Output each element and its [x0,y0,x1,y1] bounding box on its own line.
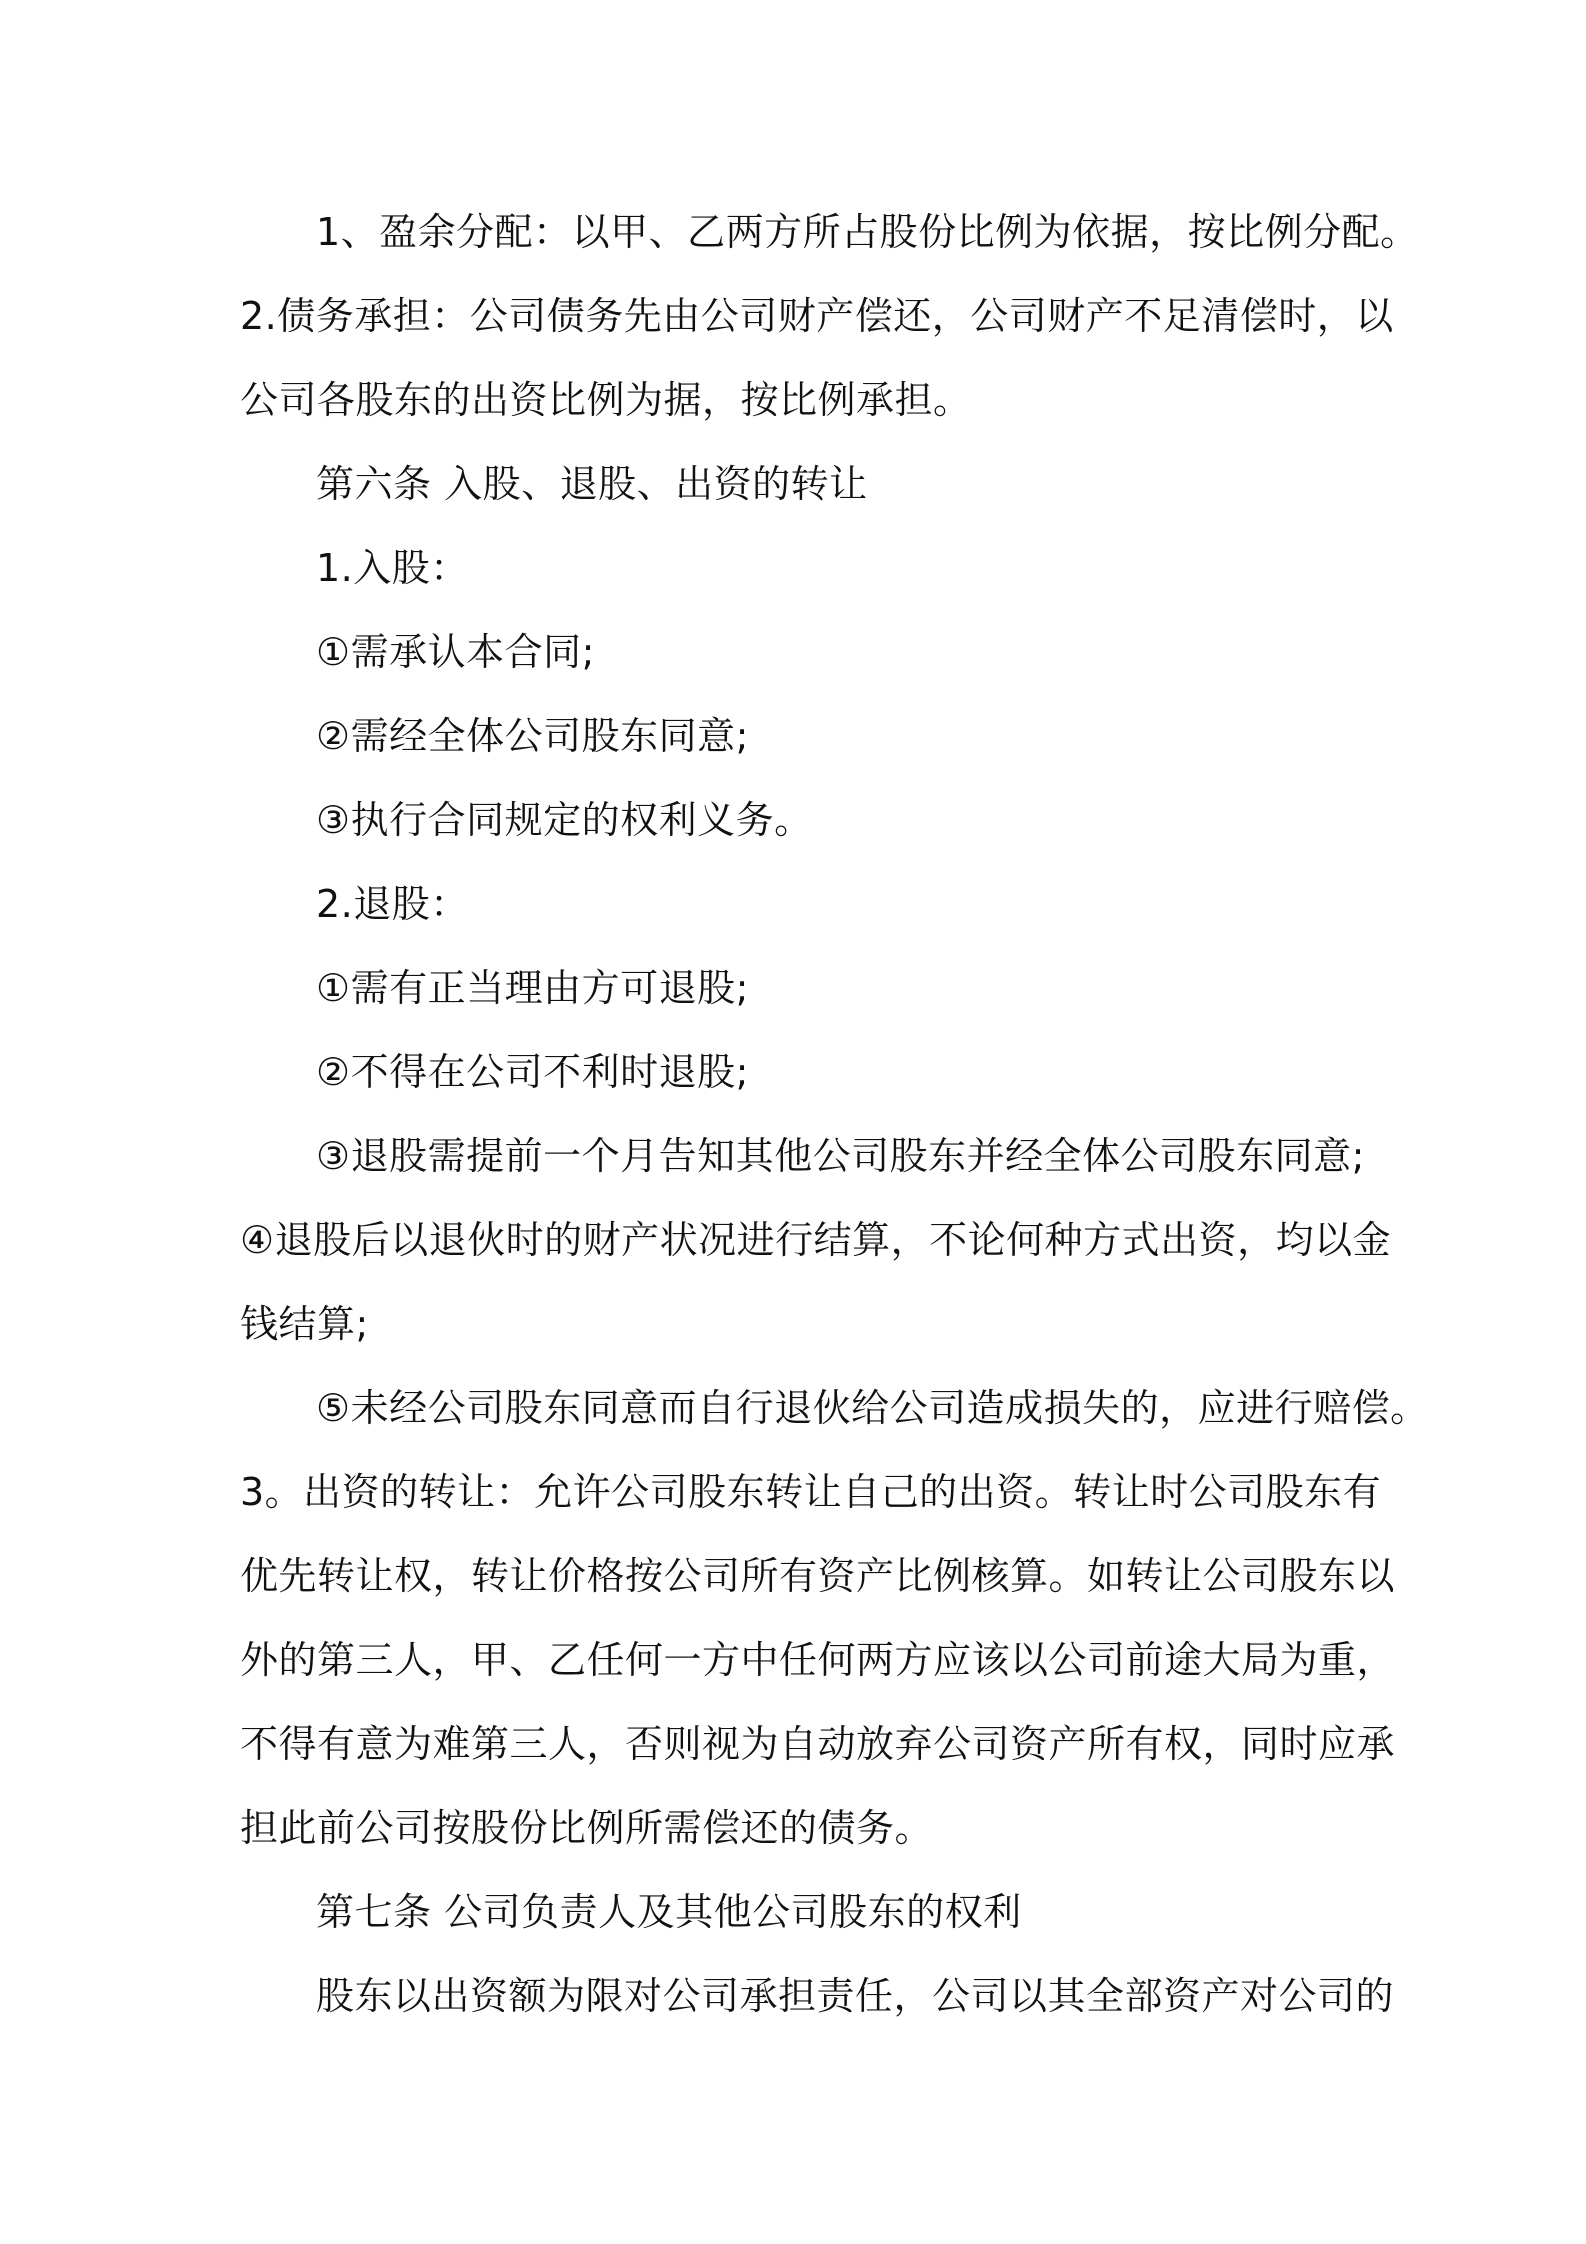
paragraph-line: 股东以出资额为限对公司承担责任，公司以其全部资产对公司的 [316,1974,1395,2018]
list-item: ②不得在公司不利时退股; [316,1050,749,1094]
list-item: ①需承认本合同; [316,630,595,674]
paragraph-line: 1.入股： [316,546,469,590]
paragraph-line: 3。出资的转让：允许公司股东转让自己的出资。转让时公司股东有 [240,1470,1382,1514]
paragraph-line: 2.退股： [316,882,469,926]
section-heading: 第七条 公司负责人及其他公司股东的权利 [316,1890,1022,1934]
paragraph-line: 外的第三人，甲、乙任何一方中任何两方应该以公司前途大局为重， [240,1638,1396,1682]
paragraph-line: 公司各股东的出资比例为据，按比例承担。 [240,378,972,422]
list-item: ④退股后以退伙时的财产状况进行结算，不论何种方式出资，均以金 [240,1218,1392,1262]
paragraph-line: 优先转让权，转让价格按公司所有资产比例核算。如转让公司股东以 [240,1554,1396,1598]
section-heading: 第六条 入股、退股、出资的转让 [316,462,868,506]
paragraph-line: 担此前公司按股份比例所需偿还的债务。 [240,1806,934,1850]
document-body [240,190,1429,2038]
list-item: ⑤未经公司股东同意而自行退伙给公司造成损失的，应进行赔偿。 [316,1386,1429,1430]
paragraph-line: 不得有意为难第三人，否则视为自动放弃公司资产所有权，同时应承 [240,1722,1396,1766]
list-item: ②需经全体公司股东同意; [316,714,749,758]
list-item: ①需有正当理由方可退股; [316,966,749,1010]
paragraph-line: 2.债务承担：公司债务先由公司财产偿还，公司财产不足清偿时，以 [240,294,1394,338]
list-item: ③执行合同规定的权利义务。 [316,798,813,842]
paragraph-line: 钱结算; [240,1302,369,1346]
list-item: ③退股需提前一个月告知其他公司股东并经全体公司股东同意; [316,1134,1365,1178]
paragraph-line: 1、盈余分配：以甲、乙两方所占股份比例为依据，按比例分配。 [316,210,1419,254]
